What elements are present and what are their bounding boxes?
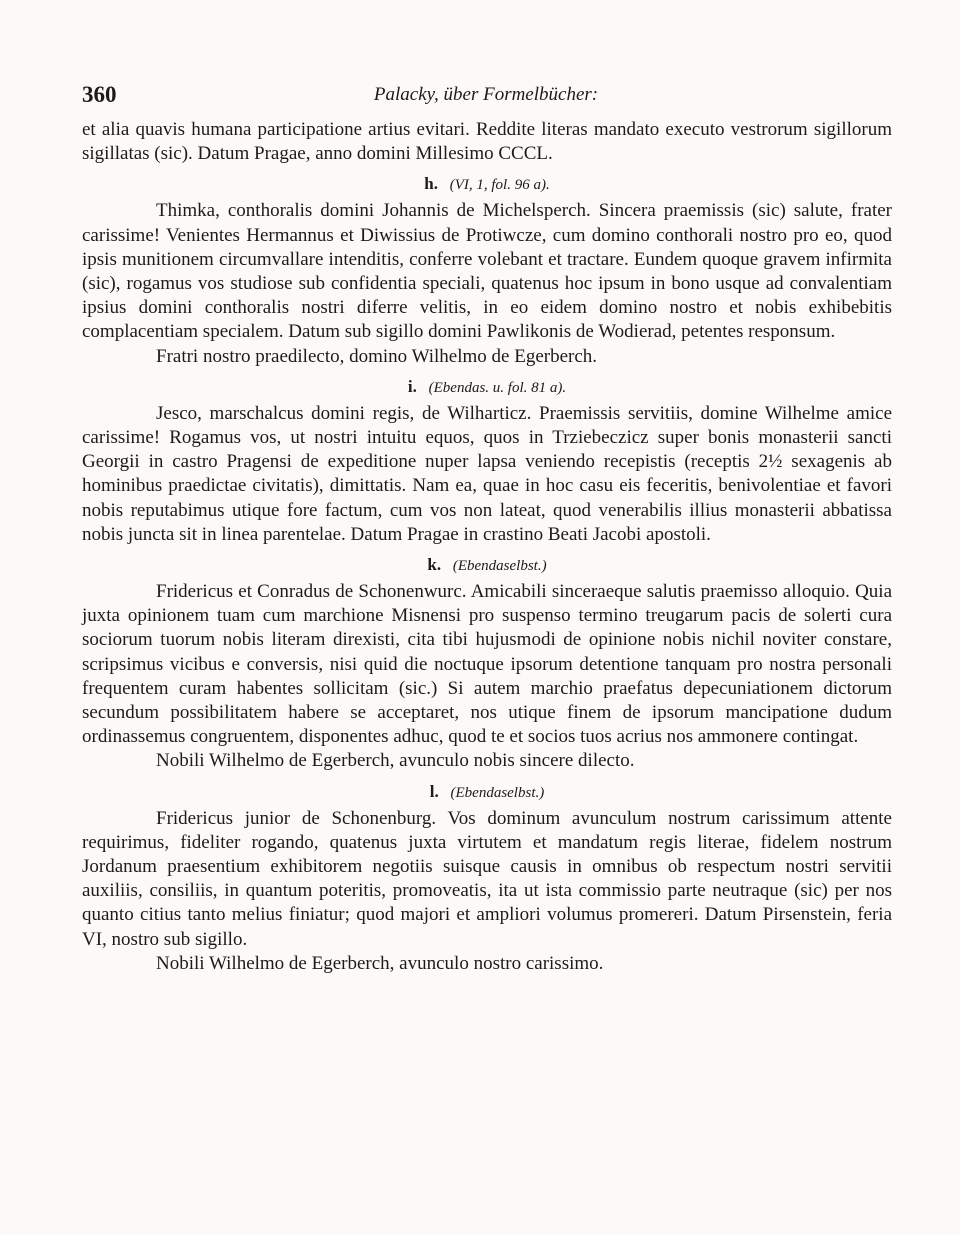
body-text <box>82 118 892 976</box>
letter-paragraph: Fridericus junior de Schonenburg. Vos dominum avunculum nostrum carissimum attente requirimus, fideliter rogando, quatenus juxta virtutem et mandatum regis literae, fidelem nostrum Jordanum praesentium exhibitorem negotiis suisque causis in omnibus ob respectum nostri servitii auxiliis, consiliis, in quantum poteritis, promoveatis, ita ut ista commissio parte neutraque (sic) per nos quanto citius tanto melius finiatur; quod majori et ampliori volumus promereri. Datum Pirsenstein, feria VI, nostro sub sigillo. <box>82 807 892 950</box>
section-heading-h <box>82 174 892 194</box>
section-letter: i. <box>407 376 417 396</box>
section-heading-i <box>82 377 892 397</box>
address-line: Nobili Wilhelmo de Egerberch, avunculo nobis sincere dilecto. <box>156 750 635 772</box>
address-line: Nobili Wilhelmo de Egerberch, avunculo nostro carissimo. <box>156 952 604 974</box>
letter-paragraph: Fridericus et Conradus de Schonenwurc. Amicabili sinceraeque salutis praemisso alloquio. Quia juxta opinionem tuam cum marchione Misnensi pro suspenso termino treugarum pacis de solerti cura sociorum tuorum nobis literam direxisti, cita tibi hujusmodi de opinione nobis nichil noviter constare, scripsimus vicibus e conversis, nisi quid die noctuque ipsorum detentione tanquam pro nostra personali frequentem curam habentes sollicitam (sic.) Si autem marchio praefatus depecuniationem dictorum secundum possibilitatem habere se acceptaret, nos utique finem de ipsorum mancipatione dudum ordinassemus congruentem, disponentes adhuc, quod te et socios tuos acrius nos ammonere contingat. <box>82 581 892 748</box>
letter-paragraph: Jesco, marschalcus domini regis, de Wilharticz. Praemissis servitiis, domine Wilhelme amice carissime! Rogamus vos, ut nostri intuitu equos, quos in Trziebeczicz super bonis monasterii sancti Georgii in castro Pragensi de expeditione nuper lapsa veniendo recepistis (receptis 2½ sexagenis ab hominibus praedictae civitatis), dimittatis. Nam ea, quae in hoc casu eis feceritis, benivolentiae et favori nobis reputabimus utique fore factum, cum vos non lateat, quod venerabilis illius monasterii abbatissa nobis juncta sit in linea parentelae. Datum Pragae in crastino Beati Jacobi apostoli. <box>82 402 892 545</box>
section-letter: k. <box>427 555 442 575</box>
page-number: 360 <box>82 82 117 107</box>
running-title: Palacky, über Formelbücher: <box>373 84 599 105</box>
address-line: Fratri nostro praedilecto, domino Wilhelmo de Egerberch. <box>156 345 598 367</box>
section-heading-k <box>82 555 892 575</box>
section-reference: (Ebendas. u. fol. 81 a). <box>428 379 567 396</box>
section-reference: (Ebendaselbst.) <box>450 784 545 801</box>
section-heading-l <box>82 782 892 802</box>
letter-paragraph: Thimka, conthoralis domini Johannis de Michelsperch. Sincera praemissis (sic) salute, frater carissime! Venientes Hermannus et Diwissius de Protiwcze, cum domino conthorali nostro pro eo, quod ipsis munitionem circumvallare intenditis, conferre volebant et tractare. Eundem quoque gravem infirmita (sic), rogamus vos studiose sub confidentia speciali, quatenus hoc ipsum in bono usque ad convalentiam ipsius domini conthoralis nostri diferre velitis, in eo eidem domino nostro et nobis exhibebitis complacentiam specialem. Datum sub sigillo domini Pawlikonis de Wodierad, petentes responsum. <box>82 200 892 343</box>
section-reference: (VI, 1, fol. 96 a). <box>449 177 550 194</box>
page-header <box>82 82 890 112</box>
section-letter: l. <box>429 781 439 801</box>
section-reference: (Ebendaselbst.) <box>452 558 547 575</box>
section-letter: h. <box>424 174 438 194</box>
continuation-paragraph: et alia quavis humana participatione artius evitari. Reddite literas mandato executo vestrorum sigillorum sigillatas (sic). Datum Pragae, anno domini Millesimo CCCL. <box>82 119 892 165</box>
